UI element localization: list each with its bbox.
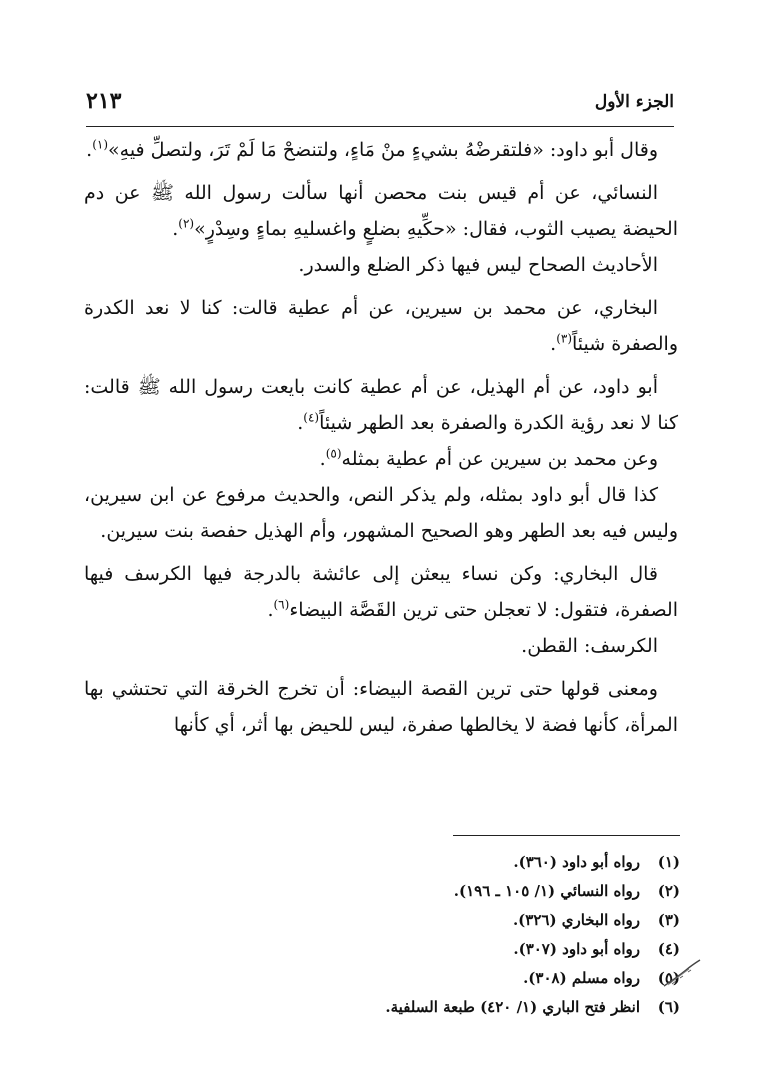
footnote-ref: (٦)	[273, 597, 290, 612]
page-number: ٢١٣	[86, 88, 122, 114]
paragraph-ibn-sirin-mithlih	[84, 441, 678, 477]
paragraph-bukhari-aisha	[84, 556, 678, 628]
paragraph-tail: .	[267, 599, 274, 621]
pen-stroke-mark	[662, 958, 702, 988]
footnote-item	[200, 848, 680, 877]
footnote-number: (٢)	[657, 882, 680, 900]
paragraph-text: الكرسف: القطن.	[521, 635, 658, 657]
footnote-text: رواه أبو داود (٣٠٧).	[513, 940, 640, 958]
footnote-item	[200, 935, 680, 964]
paragraph-kadha-qal	[84, 477, 678, 549]
footnote-number: (٣)	[657, 911, 680, 929]
running-title: الجزء الأول	[594, 92, 674, 112]
paragraph-sihah-note	[84, 247, 678, 283]
paragraph-abu-dawud-qarada	[84, 132, 678, 168]
paragraph-tail: .	[319, 448, 326, 470]
footnote-item	[200, 877, 680, 906]
page-header	[86, 86, 674, 127]
paragraph-tail: .	[297, 412, 304, 434]
footnote-text: رواه أبو داود (٣٦٠).	[513, 853, 640, 871]
paragraph-text: كذا قال أبو داود بمثله، ولم يذكر النص، والحديث مرفوع عن ابن سيرين، وليس فيه بعد الطهر وهو الصحيح المشهور، وأم الهذيل حفصة بنت سيرين.	[84, 484, 678, 542]
footnote-item	[200, 964, 680, 993]
paragraph-kursuf-definition	[84, 628, 678, 664]
paragraph-tail: .	[86, 139, 93, 161]
paragraph-tail: .	[550, 333, 557, 355]
footnote-number: (٦)	[657, 998, 680, 1016]
footnote-item	[200, 906, 680, 935]
paragraph-text: النسائي، عن أم قيس بنت محصن أنها سألت رسول الله ﷺ عن دم الحيضة يصيب الثوب، فقال: «حكِّيهِ بضلعٍ واغسليهِ بماءٍ وسِدْرٍ»	[84, 182, 678, 240]
paragraph-text: أبو داود، عن أم الهذيل، عن أم عطية كانت بايعت رسول الله ﷺ قالت: كنا لا نعد رؤية الكدرة والصفرة بعد الطهر شيئاً	[84, 376, 678, 434]
footnote-ref: (٣)	[556, 331, 573, 346]
paragraph-qassa-meaning	[84, 671, 678, 743]
paragraph-text: الأحاديث الصحاح ليس فيها ذكر الضلع والسدر.	[298, 254, 658, 276]
main-text	[84, 132, 678, 743]
footnote-item	[200, 993, 680, 1022]
paragraph-text: وعن محمد بن سيرين عن أم عطية بمثله	[341, 448, 658, 470]
footnote-text: انظر فتح الباري (١/ ٤٢٠) طبعة السلفية.	[385, 998, 640, 1016]
footnotes	[200, 848, 680, 1022]
paragraph-abu-dawud-umm-hudhail	[84, 369, 678, 441]
footnote-number: (٤)	[657, 940, 680, 958]
footnote-ref: (١)	[92, 137, 109, 152]
paragraph-tail: .	[172, 218, 179, 240]
paragraph-nasai	[84, 175, 678, 247]
footnote-separator	[453, 835, 680, 836]
paragraph-text: البخاري، عن محمد بن سيرين، عن أم عطية قالت: كنا لا نعد الكدرة والصفرة شيئاً	[84, 297, 678, 355]
footnote-ref: (٥)	[325, 446, 342, 461]
footnote-text: رواه النسائي (١/ ١٠٥ ـ ١٩٦).	[453, 882, 640, 900]
footnote-number: (١)	[657, 853, 680, 871]
footnote-ref: (٤)	[303, 410, 320, 425]
paragraph-text: ومعنى قولها حتى ترين القصة البيضاء: أن تخرج الخرقة التي تحتشي بها المرأة، كأنها فضة لا يخالطها صفرة، ليس للحيض بها أثر، أي كأنها	[84, 678, 678, 736]
footnote-text: رواه مسلم (٣٠٨).	[523, 969, 640, 987]
footnote-number: (٥)	[657, 969, 680, 987]
footnote-ref: (٢)	[178, 216, 195, 231]
paragraph-bukhari-ibn-sirin	[84, 290, 678, 362]
footnote-text: رواه البخاري (٣٢٦).	[512, 911, 640, 929]
paragraph-text: قال البخاري: وكن نساء يبعثن إلى عائشة بالدرجة فيها الكرسف فيها الصفرة، فتقول: لا تعجلن حتى ترين القَصَّة البيضاء	[84, 563, 678, 621]
paragraph-text: وقال أبو داود: «فلتقرضْهُ بشيءٍ منْ مَاءٍ، ولتنضحْ مَا لَمْ تَرَ، ولتصلِّ فيهِ»	[108, 139, 658, 161]
